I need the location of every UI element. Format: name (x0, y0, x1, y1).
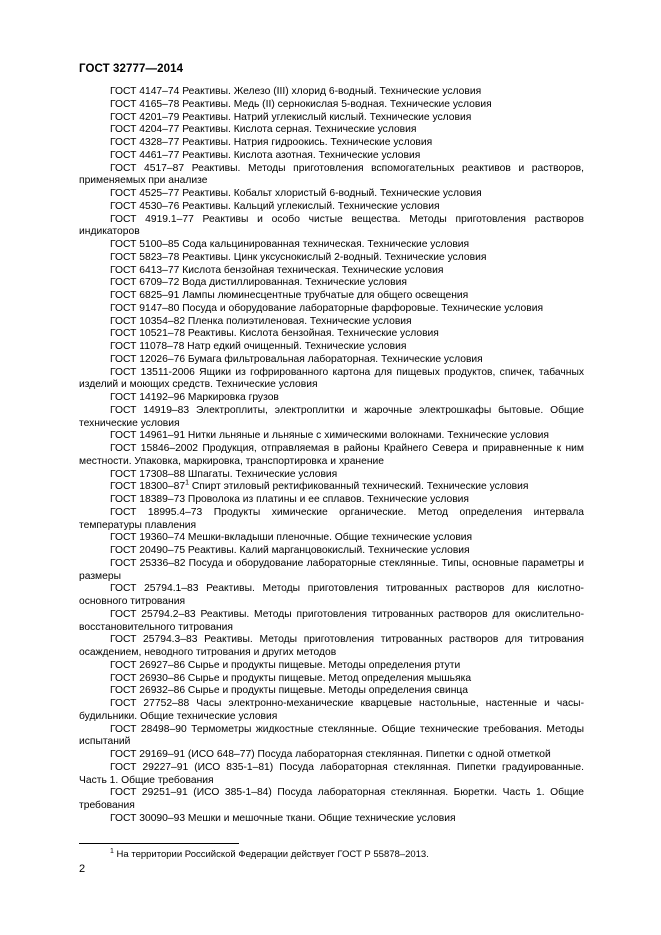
reference-item: ГОСТ 4165–78 Реактивы. Медь (II) сернокислая 5-водная. Технические условия (110, 98, 492, 110)
document-header: ГОСТ 32777—2014 (79, 63, 184, 75)
reference-title: Спирт этиловый ректификованный технический. Технические условия (188, 481, 529, 493)
footnote-marker: 1 (185, 479, 189, 487)
reference-item: ГОСТ 4328–77 Реактивы. Натрия гидроокись. Технические условия (110, 137, 433, 148)
reference-item: ГОСТ 25794.1–83 Реактивы. Методы приготовления титрованных растворов для кислотно-основного титрования (79, 583, 584, 607)
reference-item: ГОСТ 14919–83 Электроплиты, электроплитки и жарочные электрошкафы бытовые. Общие технические условия (79, 404, 584, 429)
reference-item: ГОСТ 19360–74 Мешки-вкладыши пленочные. Общие технические условия (110, 532, 473, 544)
reference-item: ГОСТ 4204–77 Реактивы. Кислота серная. Технические условия (110, 124, 417, 136)
reference-item: ГОСТ 29227–91 (ИСО 835-1–81) Посуда лабораторная стеклянная. Пипетки градуированные. Часть 1. Общие требования (79, 761, 584, 786)
reference-item: ГОСТ 4530–76 Реактивы. Кальций углекислый. Технические условия (110, 200, 440, 212)
reference-item: ГОСТ 29169–91 (ИСО 648–77) Посуда лабораторная стеклянная. Пипетки с одной отметкой (110, 749, 551, 760)
reference-item: ГОСТ 4517–87 Реактивы. Методы приготовления вспомогательных реактивов и растворов, применяемых при анализе (79, 162, 584, 187)
reference-item: ГОСТ 4461–77 Реактивы. Кислота азотная. Технические условия (110, 149, 421, 161)
reference-item: ГОСТ 9147–80 Посуда и оборудование лабораторные фарфоровые. Технические условия (110, 302, 544, 314)
reference-item: ГОСТ 10354–82 Пленка полиэтиленовая. Технические условия (110, 315, 412, 327)
reference-item: ГОСТ 4525–77 Реактивы. Кобальт хлористый 6-водный. Технические условия (110, 188, 482, 199)
reference-item: ГОСТ 14192–96 Маркировка грузов (110, 392, 279, 403)
reference-code: ГОСТ 18300–87 (110, 481, 186, 493)
reference-item: ГОСТ 26932–86 Сырье и продукты пищевые. Методы определения свинца (110, 685, 469, 697)
reference-item: ГОСТ 6825–91 Лампы люминесцентные трубчатые для общего освещения (110, 290, 469, 301)
reference-item: ГОСТ 30090–93 Мешки и мешочные ткани. Общие технические условия (110, 812, 456, 824)
reference-item: ГОСТ 10521–78 Реактивы. Кислота бензойная. Технические условия (110, 328, 439, 340)
reference-item: ГОСТ 26930–86 Сырье и продукты пищевые. Метод определения мышьяка (110, 672, 472, 684)
reference-item: ГОСТ 6413–77 Кислота бензойная техническая. Технические условия (110, 264, 444, 276)
reference-item: ГОСТ 6709–72 Вода дистиллированная. Технические условия (110, 277, 407, 289)
footnote-divider (79, 843, 239, 844)
reference-item: ГОСТ 26927–86 Сырье и продукты пищевые. Методы определения ртути (110, 659, 461, 671)
reference-item: ГОСТ 4919.1–77 Реактивы и особо чистые вещества. Методы приготовления растворов индикаторов (79, 213, 584, 238)
reference-item-with-footnote (79, 481, 584, 494)
reference-item: ГОСТ 15846–2002 Продукция, отправляемая в районы Крайнего Севера и приравненные к ним местности. Упаковка, маркировка, транспортировка и хранение (79, 443, 584, 467)
reference-item: ГОСТ 25794.2–83 Реактивы. Методы приготовления титрованных растворов для окислительно-восстановительного титрования (79, 608, 584, 633)
reference-item: ГОСТ 27752–88 Часы электронно-механические кварцевые настольные, настенные и часы-будильники. Общие технические условия (79, 698, 584, 722)
reference-item: ГОСТ 12026–76 Бумага фильтровальная лабораторная. Технические условия (110, 353, 483, 365)
page-number: 2 (79, 863, 86, 875)
reference-item: ГОСТ 18995.4–73 Продукты химические органические. Метод определения интервала температуры плавления (79, 506, 584, 531)
reference-item: ГОСТ 13511-2006 Ящики из гофрированного картона для пищевых продуктов, спичек, табачных изделий и моющих средств. Технические условия (79, 366, 584, 391)
reference-item: ГОСТ 18389–73 Проволока из платины и ее сплавов. Технические условия (110, 494, 470, 505)
reference-item: ГОСТ 11078–78 Натр едкий очищенный. Технические условия (110, 341, 407, 352)
reference-item: ГОСТ 28498–90 Термометры жидкостные стеклянные. Общие технические требования. Методы испытаний (79, 723, 584, 748)
footnote (110, 849, 429, 861)
reference-item: ГОСТ 25794.3–83 Реактивы. Методы приготовления титрованных растворов для титрования осаждением, неводного титрования и других методов (79, 634, 584, 658)
reference-item: ГОСТ 25336–82 Посуда и оборудование лабораторные стеклянные. Типы, основные параметры и размеры (79, 557, 584, 582)
reference-item: ГОСТ 17308–88 Шпагаты. Технические условия (110, 468, 338, 480)
footnote-text: На территории Российской Федерации действует ГОСТ Р 55878–2013. (113, 849, 429, 860)
footnote-mark: 1 (110, 847, 114, 855)
normative-references-list (79, 86, 584, 826)
reference-item: ГОСТ 5100–85 Сода кальцинированная техническая. Технические условия (110, 239, 470, 250)
reference-item: ГОСТ 4147–74 Реактивы. Железо (III) хлорид 6-водный. Технические условия (110, 86, 482, 97)
reference-item: ГОСТ 20490–75 Реактивы. Калий марганцовокислый. Технические условия (110, 545, 470, 556)
reference-item: ГОСТ 14961–91 Нитки льняные и льняные с химическими волокнами. Технические условия (110, 430, 549, 442)
reference-item: ГОСТ 5823–78 Реактивы. Цинк уксуснокислый 2-водный. Технические условия (110, 251, 487, 263)
reference-item: ГОСТ 29251–91 (ИСО 385-1–84) Посуда лабораторная стеклянная. Бюретки. Часть 1. Общие требования (79, 787, 584, 811)
reference-item: ГОСТ 4201–79 Реактивы. Натрий углекислый кислый. Технические условия (110, 111, 472, 123)
